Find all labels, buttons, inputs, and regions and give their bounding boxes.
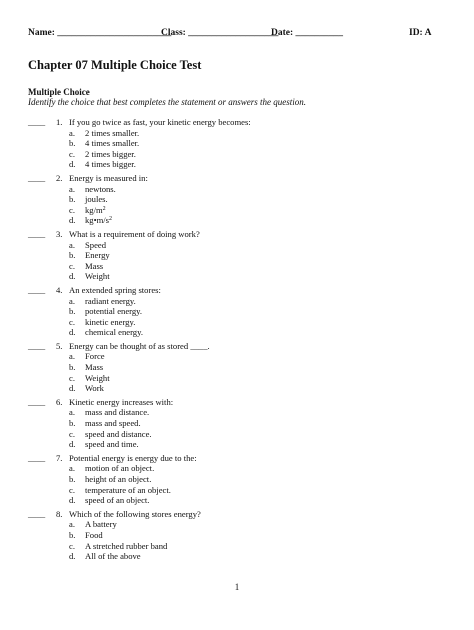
question-line	[28, 285, 448, 296]
option-text-body: 2 times bigger.	[85, 148, 136, 159]
option-text-body: kinetic energy.	[85, 316, 136, 327]
option-letter: a.	[69, 239, 75, 250]
option-letter: b.	[69, 474, 76, 484]
answer-option[interactable]	[28, 306, 448, 317]
option-letter: a.	[69, 351, 75, 362]
answer-option[interactable]	[28, 383, 448, 394]
option-text-body: speed of an object.	[85, 495, 150, 506]
id-label: ID: A	[409, 28, 432, 38]
answer-option[interactable]	[28, 159, 448, 170]
page-title: Chapter 07 Multiple Choice Test	[28, 58, 202, 72]
option-letter: c.	[69, 484, 75, 495]
option-text	[85, 250, 110, 261]
option-letter: d.	[69, 495, 76, 506]
option-text	[85, 138, 139, 149]
option-text-body: Food	[85, 529, 103, 540]
option-letter: c.	[69, 372, 75, 383]
option-text-body: 2 times smaller.	[85, 127, 140, 138]
question-number: 3.	[56, 228, 63, 239]
answer-option[interactable]	[28, 373, 448, 384]
instructions-text: Identify the choice that best completes the statement or answers the question.	[28, 97, 306, 107]
option-letter: d.	[69, 383, 76, 394]
answer-option[interactable]	[28, 261, 448, 272]
option-letter: d.	[69, 215, 76, 226]
option-text	[85, 184, 116, 195]
answer-option[interactable]	[28, 351, 448, 362]
answer-blank[interactable]: ____	[28, 340, 46, 351]
option-text	[85, 159, 136, 170]
option-superscript: 2	[102, 205, 106, 212]
option-text	[85, 306, 142, 317]
option-letter: d.	[69, 159, 76, 170]
answer-blank[interactable]: ____	[28, 508, 46, 519]
question-item	[28, 173, 448, 226]
option-letter: d.	[69, 271, 76, 282]
answer-option[interactable]	[28, 149, 448, 160]
answer-option[interactable]	[28, 541, 448, 552]
option-letter: a.	[69, 183, 75, 194]
answer-blank[interactable]: ____	[28, 117, 46, 127]
option-text-body: motion of an object.	[85, 463, 155, 474]
question-stem: An extended spring stores:	[69, 284, 161, 295]
option-text	[85, 495, 149, 506]
option-text-body: Force	[85, 351, 105, 362]
option-text-body: Mass	[85, 260, 104, 271]
option-text	[85, 530, 103, 541]
answer-option[interactable]	[28, 474, 448, 485]
question-stem: Kinetic energy increases with:	[69, 396, 174, 407]
answer-option[interactable]	[28, 495, 448, 506]
question-item	[28, 117, 448, 170]
answer-blank[interactable]: ____	[28, 452, 46, 463]
option-letter: b.	[69, 529, 76, 540]
answer-option[interactable]	[28, 327, 448, 338]
option-letter: b.	[69, 194, 76, 205]
answer-blank[interactable]: ____	[28, 172, 46, 183]
answer-option[interactable]	[28, 463, 448, 474]
answer-option[interactable]	[28, 194, 448, 205]
question-stem: Energy is measured in:	[69, 172, 148, 183]
answer-option[interactable]	[28, 240, 448, 251]
option-text	[85, 128, 139, 139]
answer-option[interactable]	[28, 439, 448, 450]
option-text-body: 4 times smaller.	[85, 138, 140, 149]
question-stem: What is a requirement of doing work?	[69, 228, 200, 239]
question-list	[28, 117, 448, 565]
section-heading: Multiple Choice	[28, 87, 90, 97]
option-text	[85, 551, 141, 562]
option-letter: c.	[69, 148, 75, 159]
option-text-body: height of an object.	[85, 474, 152, 484]
option-text	[85, 240, 106, 251]
option-text-body: speed and distance.	[85, 428, 152, 439]
question-number: 2.	[56, 172, 63, 183]
option-text-body: Mass	[85, 362, 104, 373]
option-text-body: Speed	[85, 239, 107, 250]
option-text	[85, 149, 136, 160]
question-item	[28, 341, 448, 394]
option-text-body: kg•m/s	[85, 215, 110, 226]
question-stem: Which of the following stores energy?	[69, 508, 201, 519]
option-text	[85, 463, 154, 474]
option-text-body: All of the above	[85, 551, 141, 562]
option-superscript: 2	[109, 216, 113, 223]
question-line	[28, 453, 448, 464]
option-letter: a.	[69, 519, 75, 530]
option-text-body: Weight	[85, 372, 110, 383]
option-text	[85, 429, 152, 440]
option-text	[85, 418, 141, 429]
page-header	[28, 28, 438, 42]
option-letter: b.	[69, 362, 76, 373]
option-letter: c.	[69, 316, 75, 327]
answer-option[interactable]	[28, 418, 448, 429]
question-line	[28, 173, 448, 184]
answer-option[interactable]	[28, 271, 448, 282]
option-letter: b.	[69, 418, 76, 429]
option-text-body: A stretched rubber band	[85, 540, 168, 551]
option-text-body: mass and distance.	[85, 407, 150, 418]
option-letter: a.	[69, 463, 75, 474]
option-text-body: joules.	[85, 194, 108, 205]
answer-option[interactable]	[28, 184, 448, 195]
option-text	[85, 362, 103, 373]
option-text	[85, 194, 108, 205]
question-number: 6.	[56, 396, 63, 407]
question-number: 7.	[56, 452, 63, 463]
option-text	[85, 373, 110, 384]
answer-blank[interactable]: ____	[28, 228, 46, 239]
option-text	[85, 474, 151, 485]
answer-option[interactable]	[28, 407, 448, 418]
answer-option[interactable]	[28, 551, 448, 562]
option-letter: b.	[69, 250, 76, 261]
option-text-body: potential energy.	[85, 306, 143, 317]
option-letter: c.	[69, 540, 75, 551]
option-text	[85, 519, 117, 530]
option-text	[85, 407, 149, 418]
option-letter: c.	[69, 260, 75, 271]
question-line	[28, 341, 448, 352]
option-text	[85, 296, 136, 307]
class-field[interactable]: Class: ___________________	[161, 28, 279, 38]
question-stem: Energy can be thought of as stored ____.	[69, 340, 210, 351]
question-number: 1.	[56, 117, 63, 127]
question-line	[28, 509, 448, 520]
option-letter: b.	[69, 138, 76, 149]
option-text-body: A battery	[85, 519, 117, 530]
option-text-body: Energy	[85, 250, 110, 261]
answer-blank[interactable]: ____	[28, 284, 46, 295]
option-text-body: newtons.	[85, 183, 116, 194]
option-text-body: Weight	[85, 271, 110, 282]
name-field[interactable]: Name: ________________________	[28, 28, 172, 38]
question-number: 4.	[56, 284, 63, 295]
answer-option[interactable]	[28, 128, 448, 139]
question-line	[28, 397, 448, 408]
option-text	[85, 317, 135, 328]
answer-option[interactable]	[28, 519, 448, 530]
answer-blank[interactable]: ____	[28, 396, 46, 407]
option-text-body: radiant energy.	[85, 295, 136, 306]
option-text	[85, 439, 139, 450]
question-stem: If you go twice as fast, your kinetic energy becomes:	[69, 117, 251, 127]
question-number: 8.	[56, 508, 63, 519]
page-number: 1	[234, 582, 240, 592]
option-text	[85, 485, 171, 496]
option-letter: a.	[69, 127, 75, 138]
question-stem: Potential energy is energy due to the:	[69, 452, 197, 463]
option-letter: d.	[69, 327, 76, 338]
question-item	[28, 229, 448, 282]
question-line	[28, 117, 448, 128]
option-text-body: chemical energy.	[85, 327, 143, 338]
option-text-body: temperature of an object.	[85, 484, 171, 495]
option-text	[85, 215, 112, 226]
answer-option[interactable]	[28, 317, 448, 328]
option-text	[85, 271, 110, 282]
answer-option[interactable]	[28, 429, 448, 440]
option-text	[85, 351, 105, 362]
answer-option[interactable]	[28, 485, 448, 496]
answer-option[interactable]	[28, 205, 448, 216]
option-text-body: Work	[85, 383, 104, 394]
option-text	[85, 383, 104, 394]
answer-option[interactable]	[28, 362, 448, 373]
option-text	[85, 541, 167, 552]
option-letter: c.	[69, 204, 75, 215]
question-item	[28, 509, 448, 562]
question-item	[28, 397, 448, 450]
date-field[interactable]: Date: __________	[271, 28, 344, 38]
question-line	[28, 229, 448, 240]
answer-option[interactable]	[28, 138, 448, 149]
question-item	[28, 453, 448, 506]
answer-option[interactable]	[28, 530, 448, 541]
option-letter: d.	[69, 551, 76, 562]
answer-option[interactable]	[28, 250, 448, 261]
option-letter: a.	[69, 407, 75, 418]
option-letter: c.	[69, 428, 75, 439]
option-letter: a.	[69, 295, 75, 306]
option-text	[85, 327, 143, 338]
option-letter: d.	[69, 439, 76, 450]
option-text-body: speed and time.	[85, 439, 139, 450]
option-text	[85, 205, 106, 216]
option-text-body: kg/m	[85, 204, 103, 215]
question-item	[28, 285, 448, 338]
question-number: 5.	[56, 340, 63, 351]
option-letter: b.	[69, 306, 76, 317]
answer-option[interactable]	[28, 215, 448, 226]
option-text	[85, 261, 103, 272]
option-text-body: 4 times bigger.	[85, 159, 136, 170]
answer-option[interactable]	[28, 296, 448, 307]
option-text-body: mass and speed.	[85, 418, 141, 429]
